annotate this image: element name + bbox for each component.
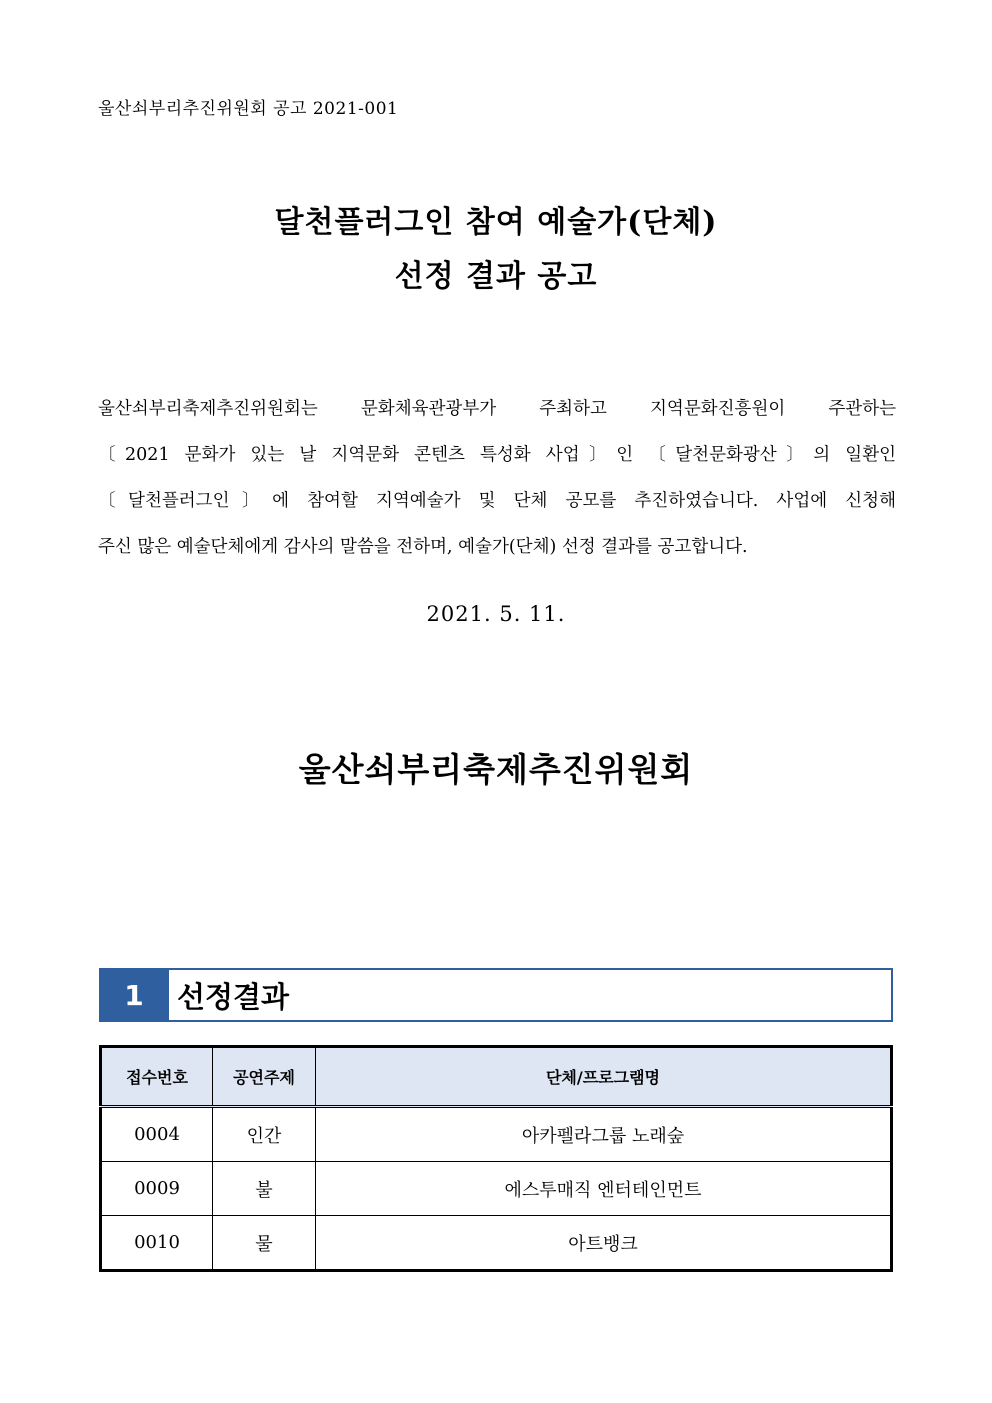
table-row: [101, 1216, 892, 1271]
group-name-cell: 아카펠라그룹 노래숲: [316, 1107, 892, 1162]
title-line-2: 선정 결과 공고: [394, 259, 598, 294]
notice-number: 울산쇠부리추진위원회 공고 2021-001: [98, 99, 399, 119]
receipt-number-cell: 0010: [101, 1216, 213, 1271]
title-line-1: 달천플러그인 참여 예술가(단체): [274, 205, 718, 240]
group-name-cell: 에스투매직 엔터테인먼트: [316, 1162, 892, 1216]
table-row: [101, 1107, 892, 1162]
theme-cell: 인간: [213, 1107, 316, 1162]
announcement-date: 2021. 5. 11.: [426, 602, 566, 626]
results-table: [99, 1045, 893, 1272]
section-number: 1: [101, 970, 167, 1020]
receipt-number-cell: 0009: [101, 1162, 213, 1216]
section-header: [99, 968, 893, 1022]
organization-name: 울산쇠부리축제추진위원회: [298, 750, 694, 789]
table-header-row: [101, 1047, 892, 1107]
group-name-cell: 아트뱅크: [316, 1216, 892, 1271]
section-title: 선정결과: [167, 970, 891, 1020]
header-receipt-number: 접수번호: [101, 1047, 213, 1107]
theme-cell: 물: [213, 1216, 316, 1271]
receipt-number-cell: 0004: [101, 1107, 213, 1162]
body-line-1: 울산쇠부리축제추진위원회는 문화체육관광부가 주최하고 지역문화진흥원이 주관하는: [98, 399, 896, 419]
page-title: [0, 196, 992, 304]
header-group-program: 단체/프로그램명: [316, 1047, 892, 1107]
body-line-4: 주신 많은 예술단체에게 감사의 말씀을 전하며, 예술가(단체) 선정 결과를 공고합니다.: [98, 537, 748, 557]
header-performance-theme: 공연주제: [213, 1047, 316, 1107]
body-line-2: 〔2021 문화가 있는 날 지역문화 콘텐츠 특성화 사업〕인 〔달천문화광산〕의 일환인: [98, 445, 896, 465]
body-line-3: 〔달천플러그인〕에 참여할 지역예술가 및 단체 공모를 추진하였습니다. 사업에 신청해: [98, 491, 896, 511]
theme-cell: 불: [213, 1162, 316, 1216]
announcement-body: [98, 386, 896, 570]
table-row: [101, 1162, 892, 1216]
